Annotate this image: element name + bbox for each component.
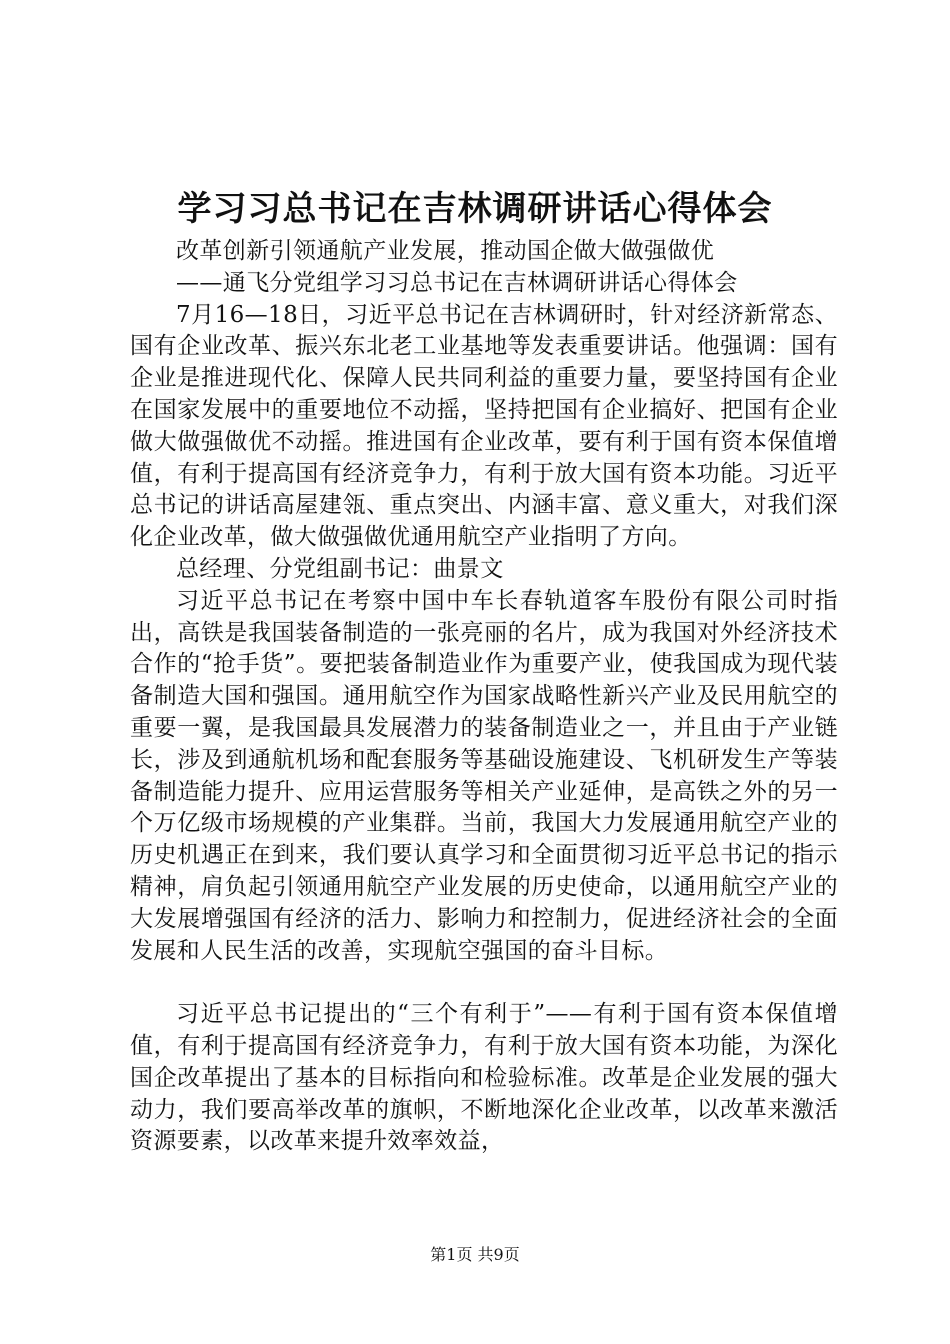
paragraph-reform: 习近平总书记提出的“三个有利于”——有利于国有资本保值增值，有利于提高国有经济竞争力，有利于放大国有资本功能，为深化国企改革提出了基本的目标指向和检验标准。改革是企业发展的强大动力，我们要高举改革的旗帜，不断地深化企业改革，以改革来激活资源要素，以改革来提升效率效益，	[130, 1001, 838, 1155]
document-body	[130, 236, 838, 1158]
paragraph-intro: 7月16—18日，习近平总书记在吉林调研时，针对经济新常态、国有企业改革、振兴东北老工业基地等发表重要讲话。他强调：国有企业是推进现代化、保障人民共同利益的重要力量，要坚持国有企业在国家发展中的重要地位不动摇，坚持把国有企业搞好、把国有企业做大做强做优不动摇。推进国有企业改革，要有利于国有资本保值增值，有利于提高国有经济竞争力，有利于放大国有资本功能。习近平总书记的讲话高屋建瓴、重点突出、内涵丰富、意义重大，对我们深化企业改革，做大做强做优通用航空产业指明了方向。	[130, 301, 838, 551]
subtitle-line-1: 改革创新引领通航产业发展，推动国企做大做强做优	[176, 238, 715, 264]
paragraph-main: 习近平总书记在考察中国中车长春轨道客车股份有限公司时指出，高铁是我国装备制造的一张亮丽的名片，成为我国对外经济技术合作的“抢手货”。要把装备制造业作为重要产业，使我国成为现代装备制造大国和强国。通用航空作为国家战略性新兴产业及民用航空的重要一翼，是我国最具发展潜力的装备制造业之一，并且由于产业链长，涉及到通航机场和配套服务等基础设施建设、飞机研发生产等装备制造能力提升、应用运营服务等相关产业延伸，是高铁之外的另一个万亿级市场规模的产业集群。当前，我国大力发展通用航空产业的历史机遇正在到来，我们要认真学习和全面贯彻习近平总书记的指示精神，肩负起引领通用航空产业发展的历史使命，以通用航空产业的大发展增强国有经济的活力、影响力和控制力，促进经济社会的全面发展和人民生活的改善，实现航空强国的奋斗目标。	[130, 587, 838, 964]
page-number-footer: 第1页 共9页	[430, 1245, 520, 1264]
author-line: 总经理、分党组副书记：曲景文	[176, 555, 504, 582]
paragraph-spacer	[130, 967, 838, 999]
document-title: 学习习总书记在吉林调研讲话心得体会	[177, 189, 773, 229]
subtitle-line-2: ——通飞分党组学习习总书记在吉林调研讲话心得体会	[176, 269, 738, 296]
